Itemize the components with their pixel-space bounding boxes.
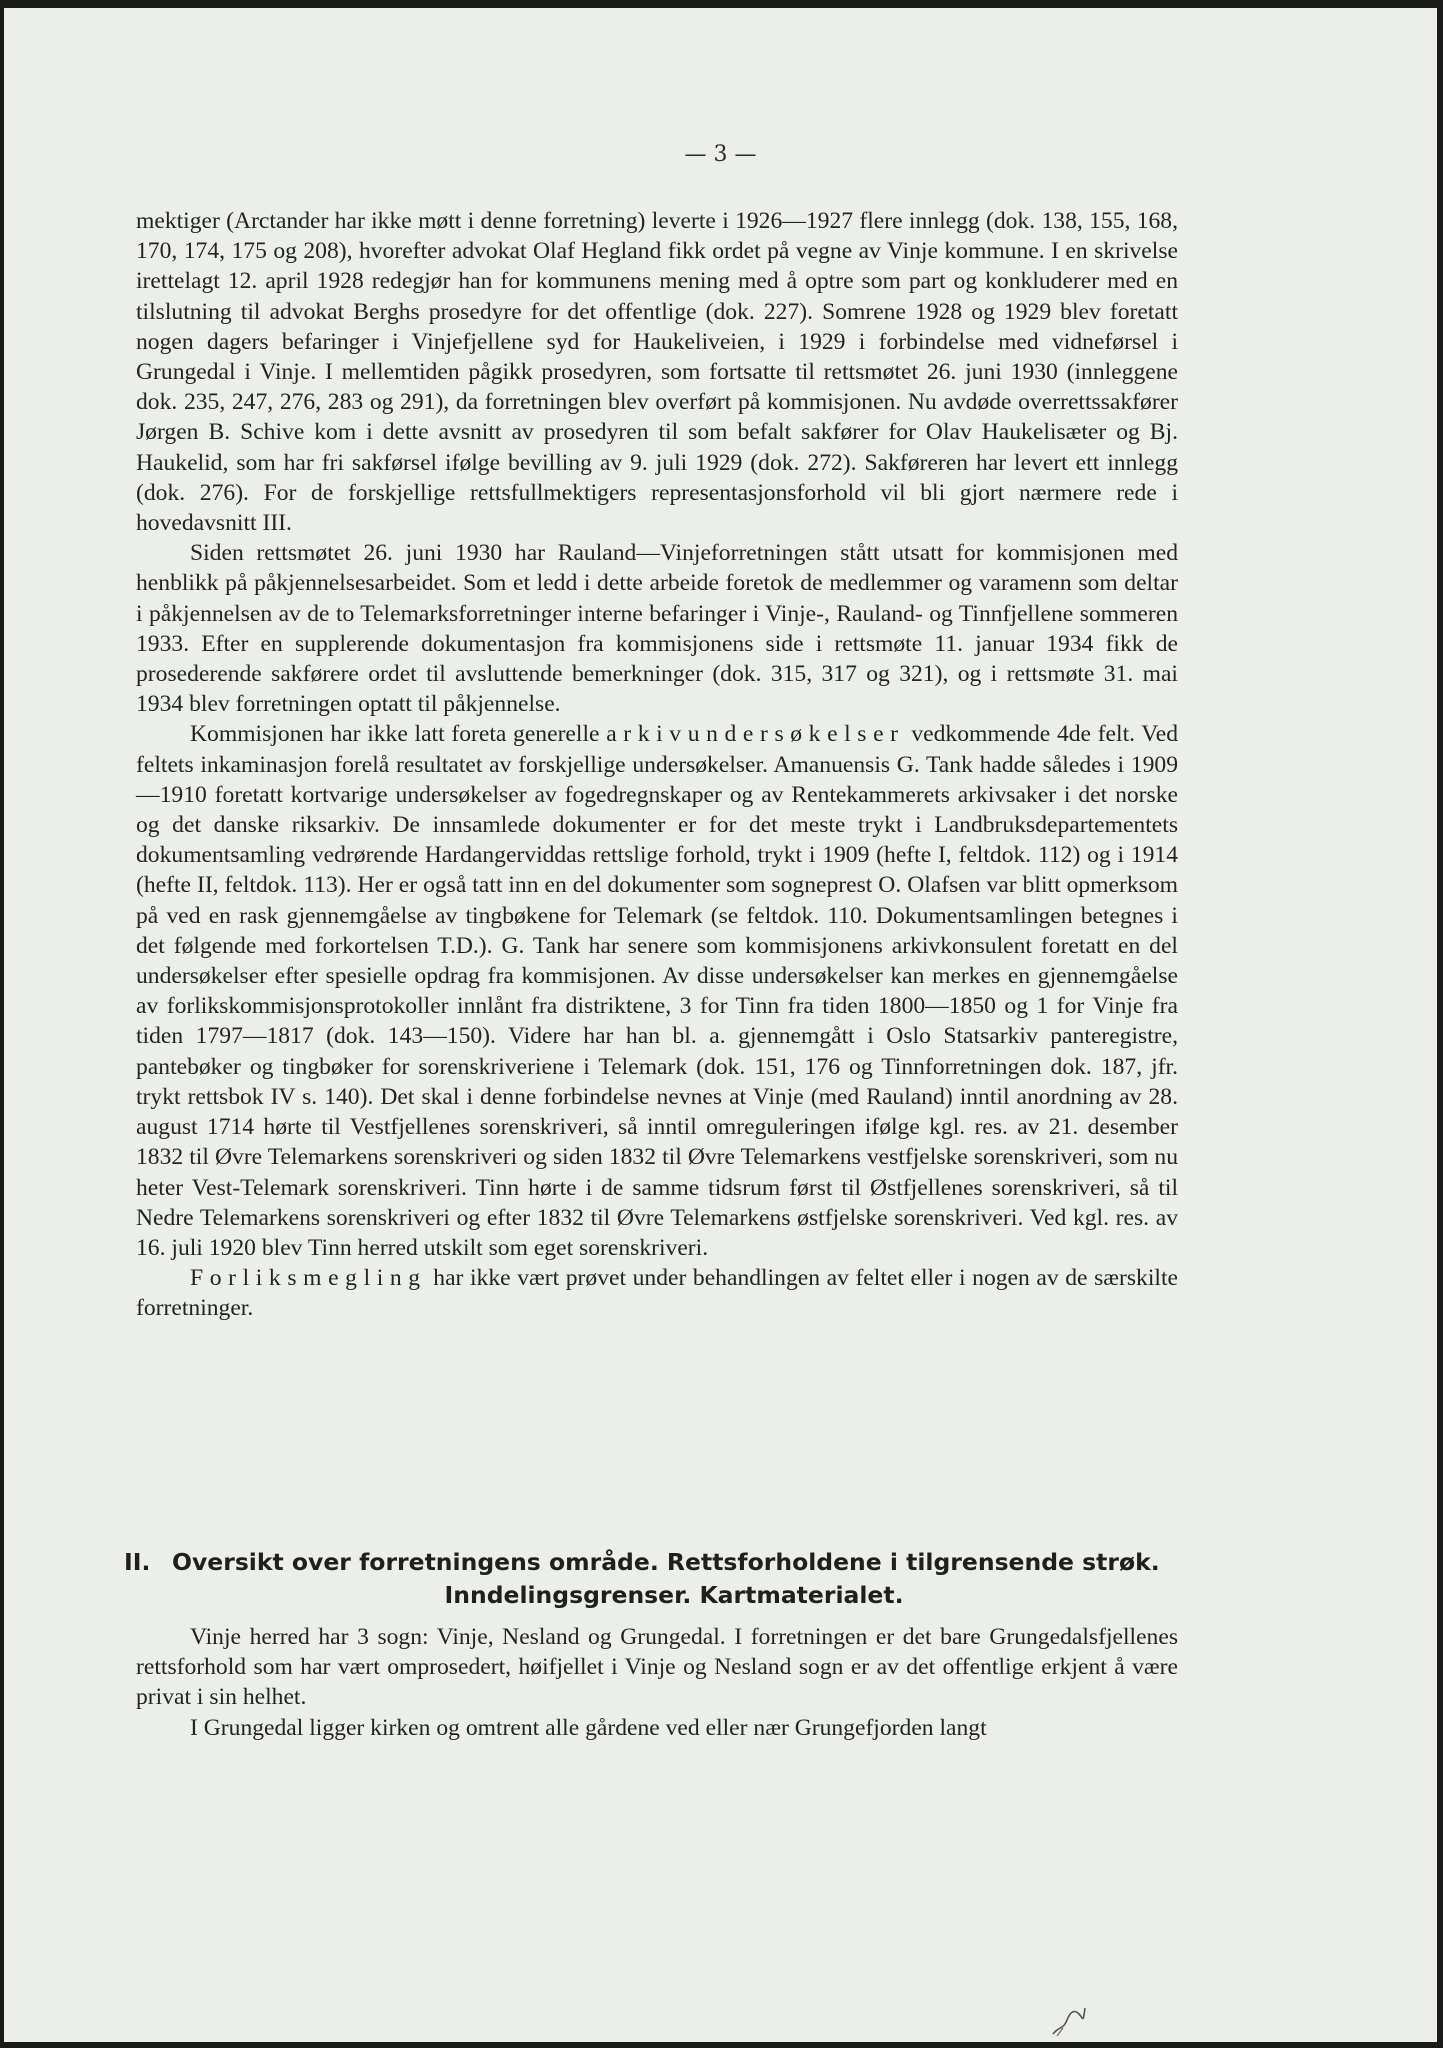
document-page	[4, 8, 1437, 2042]
body-text-lower	[136, 1622, 1178, 1743]
page-number: — 3 —	[684, 142, 757, 167]
section-heading	[124, 1546, 1184, 1612]
section-numeral: II.	[124, 1548, 151, 1576]
section-heading-line1	[124, 1546, 1184, 1579]
section-title-line1: Oversikt over forretningens område. Rettsforholdene i tilgrensende strøk.	[172, 1548, 1160, 1576]
section-heading-line2: Inndelingsgrenser. Kartmaterialet.	[444, 1581, 904, 1609]
paragraph-grungedal: I Grungedal ligger kirken og omtrent alle gårdene ved eller nær Grungefjorden langt	[190, 1714, 987, 1741]
archive-text-after: vedkommende 4de felt. Ved feltets inkaminasjon forelå resultatet av forskjellige undersøkelser. Amanuensis G. Tank hadde således i 1909—1910 foretatt kortvarige undersøkelser av fogedregnskaper og av Rentekammerets arkivsaker i det norske og det danske riksarkiv. De innsamlede dokumenter er for det meste trykt i Landbruksdepartementets dokumentsamling vedrørende Hardangerviddas rettslige forhold, trykt i 1909 (hefte I, feltdok. 112) og i 1914 (hefte II, feltdok. 113). Her er også tatt inn en del dokumenter som sogneprest O. Olafsen var blitt opmerksom på ved en rask gjennemgåelse av tingbøkene for Telemark (se feltdok. 110. Dokumentsamlingen betegnes i det følgende med forkortelsen T.D.). G. Tank har senere som kommisjonens arkivkonsulent foretatt en del undersøkelser efter spesielle opdrag fra kommisjonen. Av disse undersøkelser kan merkes en gjennemgåelse av forlikskommisjonsprotokoller innlånt fra distriktene, 3 for Tinn fra tiden 1800—1850 og 1 for Vinje fra tiden 1797—1817 (dok. 143—150). Videre har han bl. a. gjennemgått i Oslo Statsarkiv panteregistre, pantebøker og tingbøker for sorenskriveriene i Telemark (dok. 151, 176 og Tinnforretningen dok. 187, jfr. trykt rettsbok IV s. 140). Det skal i denne forbindelse nevnes at Vinje (med Rauland) inntil anordning av 28. august 1714 hørte til Vestfjellenes sorenskriveri, så inntil omreguleringen ifølge kgl. res. av 21. desember 1832 til Øvre Telemarkens sorenskriveri og siden 1832 til Øvre Telemarkens vestfjelske sorenskriveri, som nu heter Vest-Telemark sorenskriveri. Tinn hørte i de samme tidsrum først til Østfjellenes sorenskriveri, så til Nedre Telemarkens sorenskriveri og efter 1832 til Øvre Telemarkens østfjelske sorenskriveri. Ved kgl. res. av 16. juli 1920 blev Tinn herred utskilt som eget sorenskriveri.	[136, 721, 1178, 1261]
paragraph-adjournment: Siden rettsmøtet 26. juni 1930 har Rauland—Vinjeforretningen stått utsatt for kommisjonen med henblikk på påkjennelsesarbeidet. Som et ledd i dette arbeide foretok de medlemmer og varamenn som deltar i påkjennelsen av de to Telemarksforretninger interne befaringer i Vinje-, Rauland- og Tinnfjellene sommeren 1933. Efter en supplerende dokumentasjon fra kommisjonens side i rettsmøte 11. januar 1934 fikk de prosederende sakførere ordet til avsluttende bemerkninger (dok. 315, 317 og 321), og i rettsmøte 31. mai 1934 blev forretningen optatt til påkjennelse.	[136, 540, 1178, 718]
mediation-text-after: har ikke vært prøvet under behandlingen av feltet eller i nogen av de særskilte forretninger.	[136, 1265, 1178, 1322]
paragraph-parishes: Vinje herred har 3 sogn: Vinje, Nesland og Grungedal. I forretningen er det bare Grungedalsfjellenes rettsforhold som har vært omprosedert, høifjellet i Vinje og Nesland sogn er av det offentlige erkjent å være privat i sin helhet.	[136, 1624, 1178, 1711]
paragraph-continued: mektiger (Arctander har ikke møtt i denne forretning) leverte i 1926—1927 flere innlegg (dok. 138, 155, 168, 170, 174, 175 og 208), hvorefter advokat Olaf Hegland fikk ordet på vegne av Vinje kommune. I en skrivelse irettelagt 12. april 1928 redegjør han for kommunens mening med å optre som part og konkluderer med en tilslutning til advokat Berghs prosedyre for det offentlige (dok. 227). Somrene 1928 og 1929 blev foretatt nogen dagers befaringer i Vinjefjellene syd for Haukeliveien, i 1929 i forbindelse med vidneførsel i Grungedal i Vinje. I mellemtiden pågikk prosedyren, som fortsatte til rettsmøtet 26. juni 1930 (innleggene dok. 235, 247, 276, 283 og 291), da forretningen blev overført på kommisjonen. Nu avdøde overrettssakfører Jørgen B. Schive kom i dette avsnitt av prosedyren til som befalt sakfører for Olav Haukelisæter og Bj. Haukelid, som har fri sakførsel ifølge bevilling av 9. juli 1929 (dok. 272). Sakføreren har levert ett innlegg (dok. 276). For de forskjellige rettsfullmektigers representasjonsforhold vil bli gjort nærmere rede i hovedavsnitt III.	[136, 208, 1178, 537]
archive-text-before: Kommisjonen har ikke latt foreta generelle	[190, 721, 607, 748]
corner-scribble-icon	[1049, 2004, 1089, 2038]
mediation-spaced-term: Forliksmegling	[190, 1265, 427, 1292]
paragraph-mediation	[136, 1263, 1178, 1323]
archive-spaced-term: arkivundersøkelser	[606, 721, 905, 748]
body-text-upper	[136, 206, 1178, 1324]
paragraph-archive-research	[136, 719, 1178, 1263]
